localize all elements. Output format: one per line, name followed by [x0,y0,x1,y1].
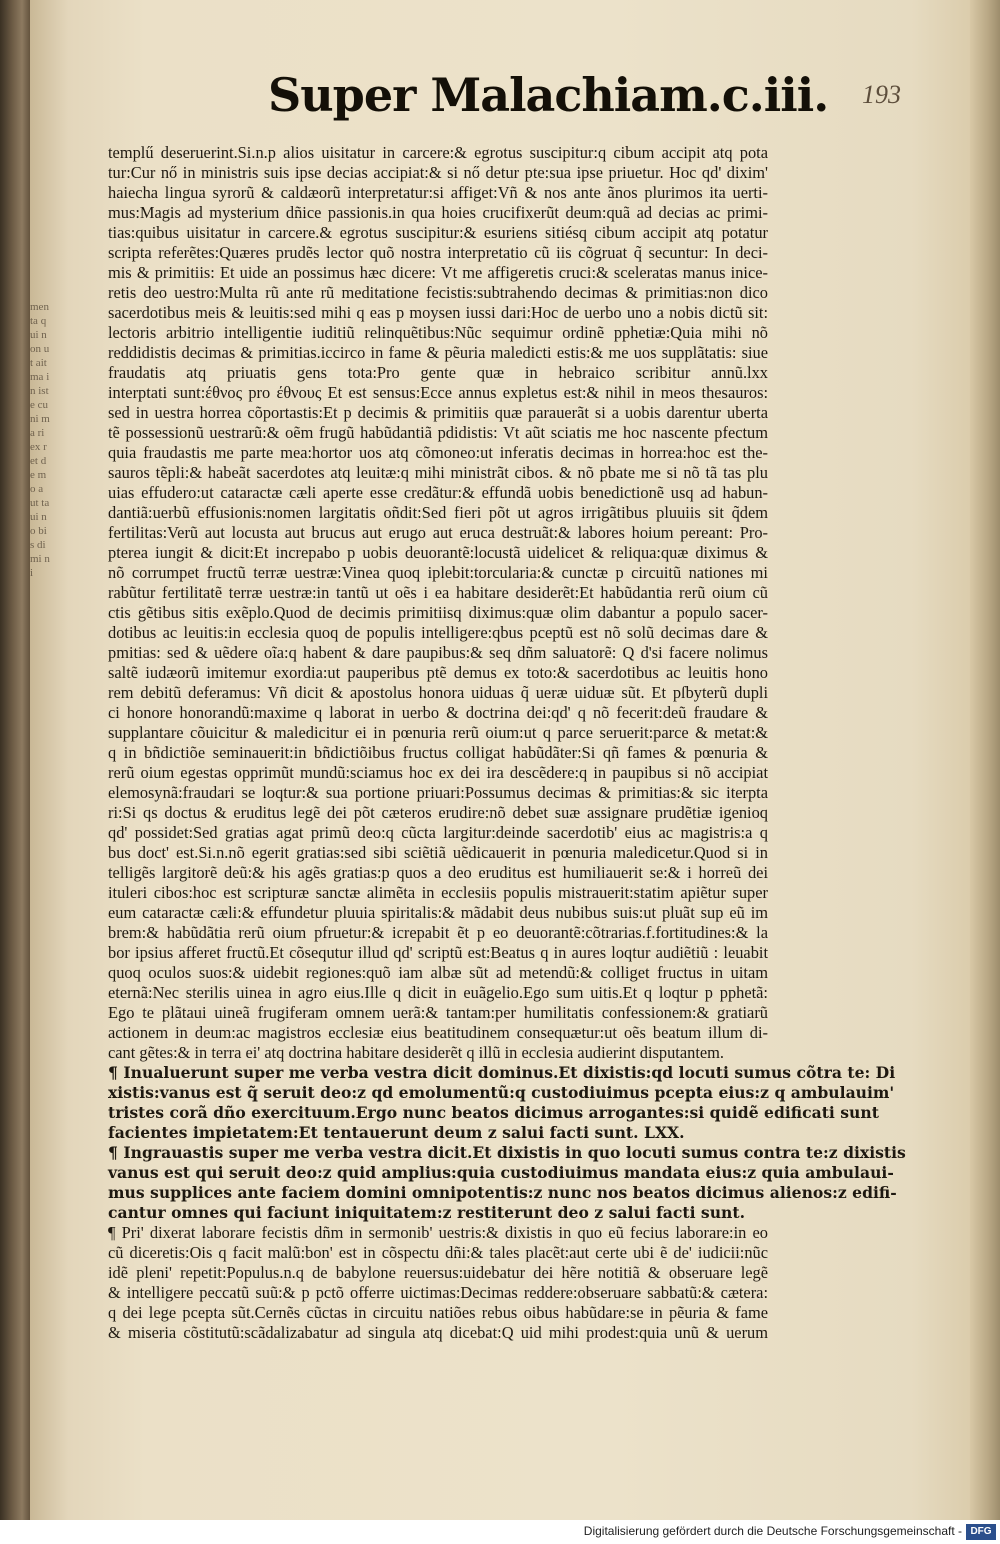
text-line: bor ipsius afferet fructũ.Et cõsequtur illud qd' scriptũ est:Beatus q in aures loqtur audiẽtiũ : leuabit [108,943,768,962]
text-line: dantiã:uerbũ effusionis:nomen largitatis oñdit:Sed fieri põt ut agros irrigãtibus pluuiis sit q̃dem [108,503,768,522]
text-line: tristes corã dño exercituum.Ergo nunc beatos dicimus arrogantes:si quidẽ edificati sunt [108,1103,879,1122]
text-line: actionem in deum:ac magistros ecclesiæ eius beatitudinem consequætur:ut oẽs beatum illum di- [108,1023,768,1042]
body-text [108,143,906,1343]
text-line: mis & primitiis: Et uide an possimus hæc dicere: Vt me affigeretis cruci:& sceleratas manus inice- [108,263,768,282]
text-line: quoq oculos suos:& uidebit regiones:quõ iam albæ sũt ad metendũ:& colliget fructus in uitam [108,963,768,982]
text-line: scripta referẽtes:Quæres prudẽs lector quõ nostra interpretatio cũ iis cõgruat q̃ secuntur: In deci- [108,243,768,262]
text-line: pmitias: sed & uẽdere oĩa:q habent & dare paupibus:& seq dñm saluatorẽ: Q d'si facere nolimus [108,643,768,662]
text-line: dotibus ac leuitis:in ecclesia quoq de populis intelligere:qbus pceptũ est nõ solũ decimas dare & [108,623,768,642]
text-line: sed in uestra horrea cõportastis:Et p decimis & primitiis quæ parauerãt si a uobis darentur uberta [108,403,768,422]
text-line: telligẽs largitorẽ deũ:& his agẽs gratias:p quos a deo eruditus est humiliauerit se:& i horreũ dei [108,863,768,882]
text-line: nõ corrumpet fructũ terræ uestræ:Vinea quoq iplebit:torcularia:& cunctæ p circuitũ nationes mi [108,563,768,582]
footer-bar [0,1520,1000,1544]
page-right-edge [970,0,1000,1520]
text-line: ri:Si qs doctus & eruditus legẽ dei põt cæteros erudire:nõ debet suæ assignare prudẽtiæ igenioq [108,803,768,822]
text-line: cant gẽtes:& in terra ei' atq doctrina habitare desiderẽt q illũ in ecclesia audierint disputantem. [108,1043,725,1062]
text-line: idẽ pleni' repetit:Populus.n.q de babylone reuersus:uidebatur dei hẽre notitiã & obseruare legẽ [108,1263,768,1282]
page-title: Super Malachiam.c.iii. [268,68,829,122]
text-line: q dei lege pcepta sũt.Cernẽs cũctas in circuitu natiões rebus oibus habũdare:se in pẽuria & fame [108,1303,768,1322]
text-line: sacerdotibus meis & leuitis:sed mihi q eas p moysen iussi dari:Hoc de uerbo uno a nobis dictũ sit: [108,303,768,322]
text-line: interptati sunt:έθνος pro έθνους Et est sensus:Ecce annus expletus est:& nihil in meos thesauros: [108,383,768,402]
text-line: quia fraudastis me parte mea:hortor uos atq cõmoneo:ut inferatis decimas in horrea:hoc est the- [108,443,768,462]
text-line: q in bñdictiõe seminauerit:in bñdictiõibus fructus colligat habũdãter:Si qñ fames & pœnuria & [108,743,768,762]
text-line: brem:& habũdãtia rerũ oium pfruetur:& icrepabit ẽt p eo deuorantẽ:cõtrarias.f.fortitudines:& la [108,923,768,942]
text-line: sauros tẽpli:& habeãt sacerdotes atq leuitæ:q mihi ministrãt cibos. & nõ pbate me si nõ tã tas plu [108,463,768,482]
text-line: cantur omnes qui faciunt iniquitatem:z restiterunt deo z salui facti sunt. [108,1203,746,1222]
text-line: facientes impietatem:Et tentauerunt deum z salui facti sunt. LXX. [108,1123,685,1142]
text-line: cũ diceretis:Ois q facit malũ:bon' est in cõspectu dñi:& tales placẽt:aut certe ubi ẽ de' iudicii:nũc [108,1243,768,1262]
text-line: rabũtur fertilitatẽ terræ uestræ:in tantũ ut oẽs i ea habitare desiderẽt:Et habũdantia rerũ oium cũ [108,583,768,602]
text-line: haiecha lingua syrorũ & caldæorũ interpretatur:si affiget:Vñ & nos ante ãnos plurimos ita uerti- [108,183,768,202]
text-line: tias:quibus uisitatur in carcere.& egrotus suscipitur:& esuriens sitiésq cibum accipit atq potatur [108,223,768,242]
text-line: ci honore honorandũ:maxime q laborat in uerbo & doctrina dei:qd' q nõ fecerit:deũ fraudare & [108,703,768,722]
text-line: reddidistis decimas & primitias.iccirco in fame & pẽuria maledicti estis:& me uos supplãtatis: siue [108,343,768,362]
text-line: xistis:vanus est q̃ seruit deo:z qd emolumentũ:q custodiuimus pcepta eius:z q ambulauim' [108,1083,895,1102]
text-line: elemosynã:fraudari se loqtur:& sua portione priuari:Possumus decimas & primitias:& sic iterpta [108,783,768,802]
text-line: qd' possidet:Sed gratias agat primũ deo:q cũcta largitur:deinde sacerdotib' eius ac magistris:a q [108,823,768,842]
text-line: eternã:Nec sterilis uinea in agro eius.Ille q dicit in euãgelio.Ego sum uitis.Et q loqtur p pphetã: [108,983,768,1002]
text-line: ctis gẽtibus sitis exẽplo.Quod de decimis primitiisq diximus:quæ olim dabantur a populo sacer- [108,603,768,622]
text-line: rerũ oium egestas opprimũt mundũ:sciamus hoc ex dei ira descẽdere:q in paupibus si nõ accipiat [108,763,768,782]
text-line: eum cataractæ cæli:& effundetur pluuia spiritalis:& mãdabit deus nubibus suis:ut pluãt sup eũ im [108,903,768,922]
digitization-credit: Digitalisierung gefördert durch die Deutsche Forschungsgemeinschaft - [583,1524,962,1538]
text-line: ¶ Ingrauastis super me verba vestra dicit.Et dixistis in quo locuti sumus contra te:z dixistis [108,1143,906,1162]
text-line: pterea iungit & dicit:Et increpabo p uobis deuorantẽ:locustã uidelicet & reliqua:quæ diximus & [108,543,768,562]
text-line: fertilitas:Verũ aut locusta aut brucus aut erugo aut eruca destruãt:& labores hoium pereant: Pro- [108,523,768,542]
margin-bleed-text: menta qui non ut ait ma in iste cu ni ma ri ex ret de mo a ut ta ui no bis di mi ni [30,301,50,579]
text-line: vanus est qui seruit deo:z quid amplius:quia custodiuimus mandata eius:z quia ambulaui- [108,1163,894,1182]
text-line: mus:Magis ad mysterium dñice passionis.in qua hoies crucifixerũt deum:quã ad decias ac primi- [108,203,768,222]
text-line: ¶ Inualuerunt super me verba vestra dicit dominus.Et dixistis:qd locuti sumus cõtra te: Di [108,1063,896,1082]
text-line: retis deo uestro:Multa rũ ante rũ meditatione fecistis:subtrahendo decimas & primitias:non dico [108,283,768,302]
text-line: saltẽ iudæorũ imitemur exordia:ut pauperibus ptẽ demus ex toto:& sacerdotibus ac leuitis hono [108,663,768,682]
text-line: & miseria cõstitutũ:scãdalizabatur ad singula atq dicebat:Q uid mihi prodest:quia unũ & uerum [108,1323,768,1342]
text-line: lectoris arbitrio intelligentie iuditiũ relinquẽtibus:Nũc sequimur ordinẽ pphetiæ:Quia mihi nõ [108,323,768,342]
text-line: Ego te plãtaui uineã frugiferam omnem uerã:& tantam:per humilitatis confessionem:& gratiarũ [108,1003,768,1022]
text-line: & intelligere peccatũ suũ:& p pctõ offerre uictimas:Decimas reddere:obseruare sabbatũ:& cætera: [108,1283,768,1302]
text-line: tur:Cur nő in ministris suis ipse decias accipiat:& si nő detur pte:sua ipse priuetur. Hoc qd' dixim' [108,163,768,182]
text-line: templű deseruerint.Si.n.p alios uisitatur in carcere:& egrotus suscipitur:q cibum accipit atq pota [108,143,768,162]
dfg-logo-icon: DFG [966,1524,996,1540]
folio-number: 193 [862,80,901,109]
text-line: fraudatis atq priuatis gens tota:Pro gente quæ in hebraico scribitur annũ.lxx [108,363,768,382]
text-line: ituleri cibos:hoc est scripturæ sanctæ alimẽta in ecclesiis populis mistrauerit:statim apiẽtur super [108,883,768,902]
text-line: tẽ possessionũ uestrarũ:& oẽm frugũ habũdantiã pdidistis: Vt aũt sciatis me hoc nascente pfectum [108,423,768,442]
text-line: supplantare cõuicitur & maledicitur ei in pœnuria rerũ oium:ut q parce seruerit:parce & metat:& [108,723,768,742]
text-line: ¶ Pri' dixerat laborare fecistis dñm in sermonib' uestris:& dixistis in quo eũ fecius laborare:in eo [108,1223,768,1242]
text-line: uias effudero:ut cataractæ cæli aperte esse credãtur:& effundã uobis benedictionẽ usq ad habun- [108,483,768,502]
text-line: rem debitũ deferamus: Vñ dicit & apostolus honora uiduas q̃ ueræ uiduæ sũt. Et pſbyterũ dupli [108,683,768,702]
text-line: mus supplices ante faciem domini omnipotentis:z nunc nos beatos dicimus alienos:z edifi- [108,1183,897,1202]
text-line: bus doct' est.Si.n.nõ egerit gratias:sed sibi sciẽtiã uẽdicauerit in pœnuria maledicetur.Quod si in [108,843,768,862]
